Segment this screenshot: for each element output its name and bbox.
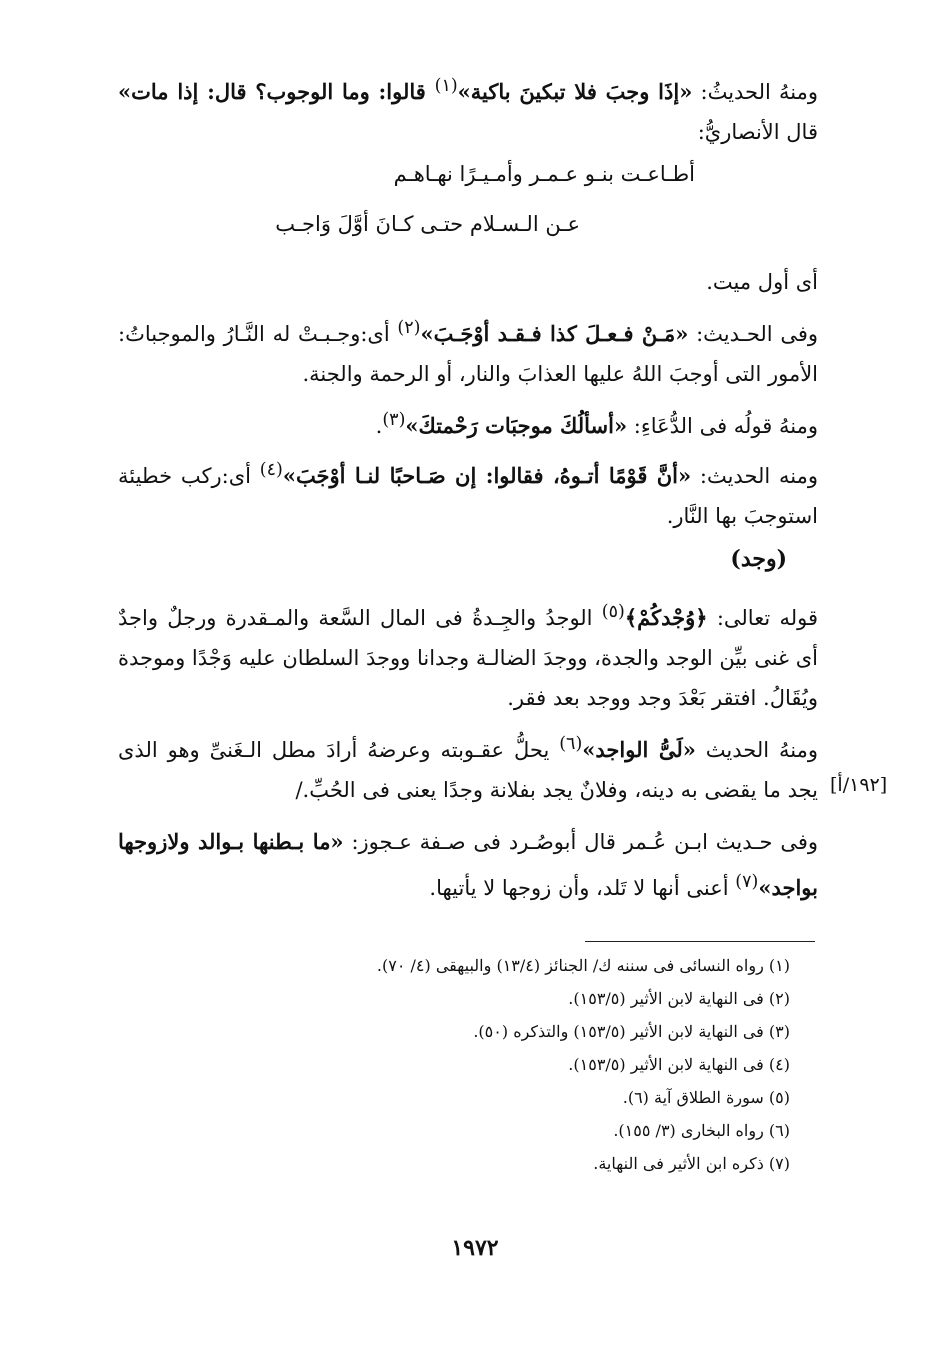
hadith-quote: «أسألُكَ موجبَات رَحْمتكَ» (405, 413, 628, 438)
text: وفى حـديث ابـن عُـمر قال أبوصُـرد فى صـفة عـجوز: (343, 830, 818, 854)
footnote-6: (٦) رواه البخارى (٣/ ١٥٥). (613, 1121, 790, 1140)
hadith-quote: «مَـنْ فـعـلَ كذا فـقـد أوْجَـبَ» (420, 321, 689, 346)
text: قوله تعالى: (707, 606, 818, 630)
hadith-quote: «إذَا وجبَ فلا تبكينَ باكية» (457, 79, 693, 104)
text: الوجدُ والجِـدةُ فى المال السَّعة والمـقدرة ورجلٌ واجدٌ أى غنى بيِّن الوجد والجدة، ووجدَ الضالـة وجدانا ووجدَ السلطان عليه وَجْدًا وموجدة ويُقَالُ. افتقر بَعْدَ وجد ووجد بعد فقر. (118, 606, 818, 710)
text: ومنهُ قولُه فى الدُّعَاءِ: (627, 414, 818, 438)
hadith-quote: «ما بـطنها بـوالد ولازوجها بواجد» (118, 829, 818, 900)
hadith-quote: «أنَّ قَوْمًا أتـوهُ، فقالوا: إن صَـاحبًا لنـا أوْجَبَ» (282, 463, 692, 488)
paragraph-7 (118, 592, 818, 718)
footnote-5: (٥) سورة الطلاق آية (٦). (622, 1088, 790, 1107)
footnote-ref: (٤) (259, 460, 283, 480)
footnote-ref: (٣) (382, 410, 406, 430)
footnote-separator (585, 941, 815, 942)
text: ومنه الحديث: (691, 464, 818, 488)
paragraph-9 (118, 822, 818, 908)
text: أى:وجـبـتْ له النَّـارُ والموجباتُ: الأمور التى أوجبَ اللهُ عليها العذابَ والنار، أو الرحمة والجنة. (118, 322, 818, 386)
poem-line-2: عـن الـسـلام حتـى كـانَ أوَّلَ وَاجـب (275, 212, 580, 236)
text: أى:ركب خطيئة استوجبَ بها النَّار. (118, 464, 818, 528)
paragraph-3: أى أول ميت. (706, 270, 818, 294)
text: قال الأنصاريُّ: (697, 120, 818, 144)
text: وفى الحـديث: (688, 322, 818, 346)
footnote-ref: (٥) (601, 602, 625, 622)
footnote-4: (٤) فى النهاية لابن الأثير (١٥٣/٥). (568, 1055, 790, 1074)
footnote-ref: (٧) (735, 872, 759, 892)
section-heading: (وجد) (730, 546, 787, 572)
footnote-2: (٢) فى النهاية لابن الأثير (١٥٣/٥). (568, 989, 790, 1008)
footnote-ref: (١) (434, 76, 458, 96)
text: أعنى أنها لا تَلد، وأن زوجها لا يأتيها. (429, 876, 736, 900)
poem-line-1: أطـاعـت بنـو عـمـر وأمـيـرًا نهـاهـم (393, 162, 695, 186)
page-number: ١٩٧٢ (451, 1235, 499, 1261)
footnote-ref: (٦) (559, 734, 583, 754)
text: يحلُّ عقـوبته وعرضهُ أرادَ مطل الـغَنىِّ وهو الذى يجد ما يقضى به دينه، وفلانٌ يجد بفلانة وجدًا يعنى فى الحُبِّ./ (118, 738, 818, 802)
paragraph-4 (118, 308, 818, 394)
paragraph-5 (118, 400, 818, 446)
paragraph-1 (118, 66, 818, 152)
text: قالوا: (369, 79, 435, 104)
text: ومنهُ الحديث (695, 738, 818, 762)
hadith-quote: «لَىُّ الواجد» (582, 737, 696, 762)
paragraph-8 (118, 724, 818, 810)
footnote-1: (١) رواه النسائى فى سننه ك/ الجنائز (١٣/٤) والبيهقى (٤/ ٧٠). (376, 956, 790, 975)
text: ومنهُ الحديثُ: (692, 80, 818, 104)
footnote-3: (٣) فى النهاية لابن الأثير (١٥٣/٥) والتذكره (٥٠). (473, 1022, 790, 1041)
footnote-7: (٧) ذكره ابن الأثير فى النهاية. (593, 1154, 790, 1173)
paragraph-6 (118, 450, 818, 536)
text: . (375, 414, 383, 438)
hadith-quote: وما الوجوب؟ قال: إذا مات» (118, 79, 370, 104)
manuscript-folio-marker: [١٩٢/أ] (830, 774, 888, 796)
quran-quote: ﴿وُجْدكُمْ﴾ (624, 605, 708, 630)
footnote-ref: (٢) (397, 318, 421, 338)
